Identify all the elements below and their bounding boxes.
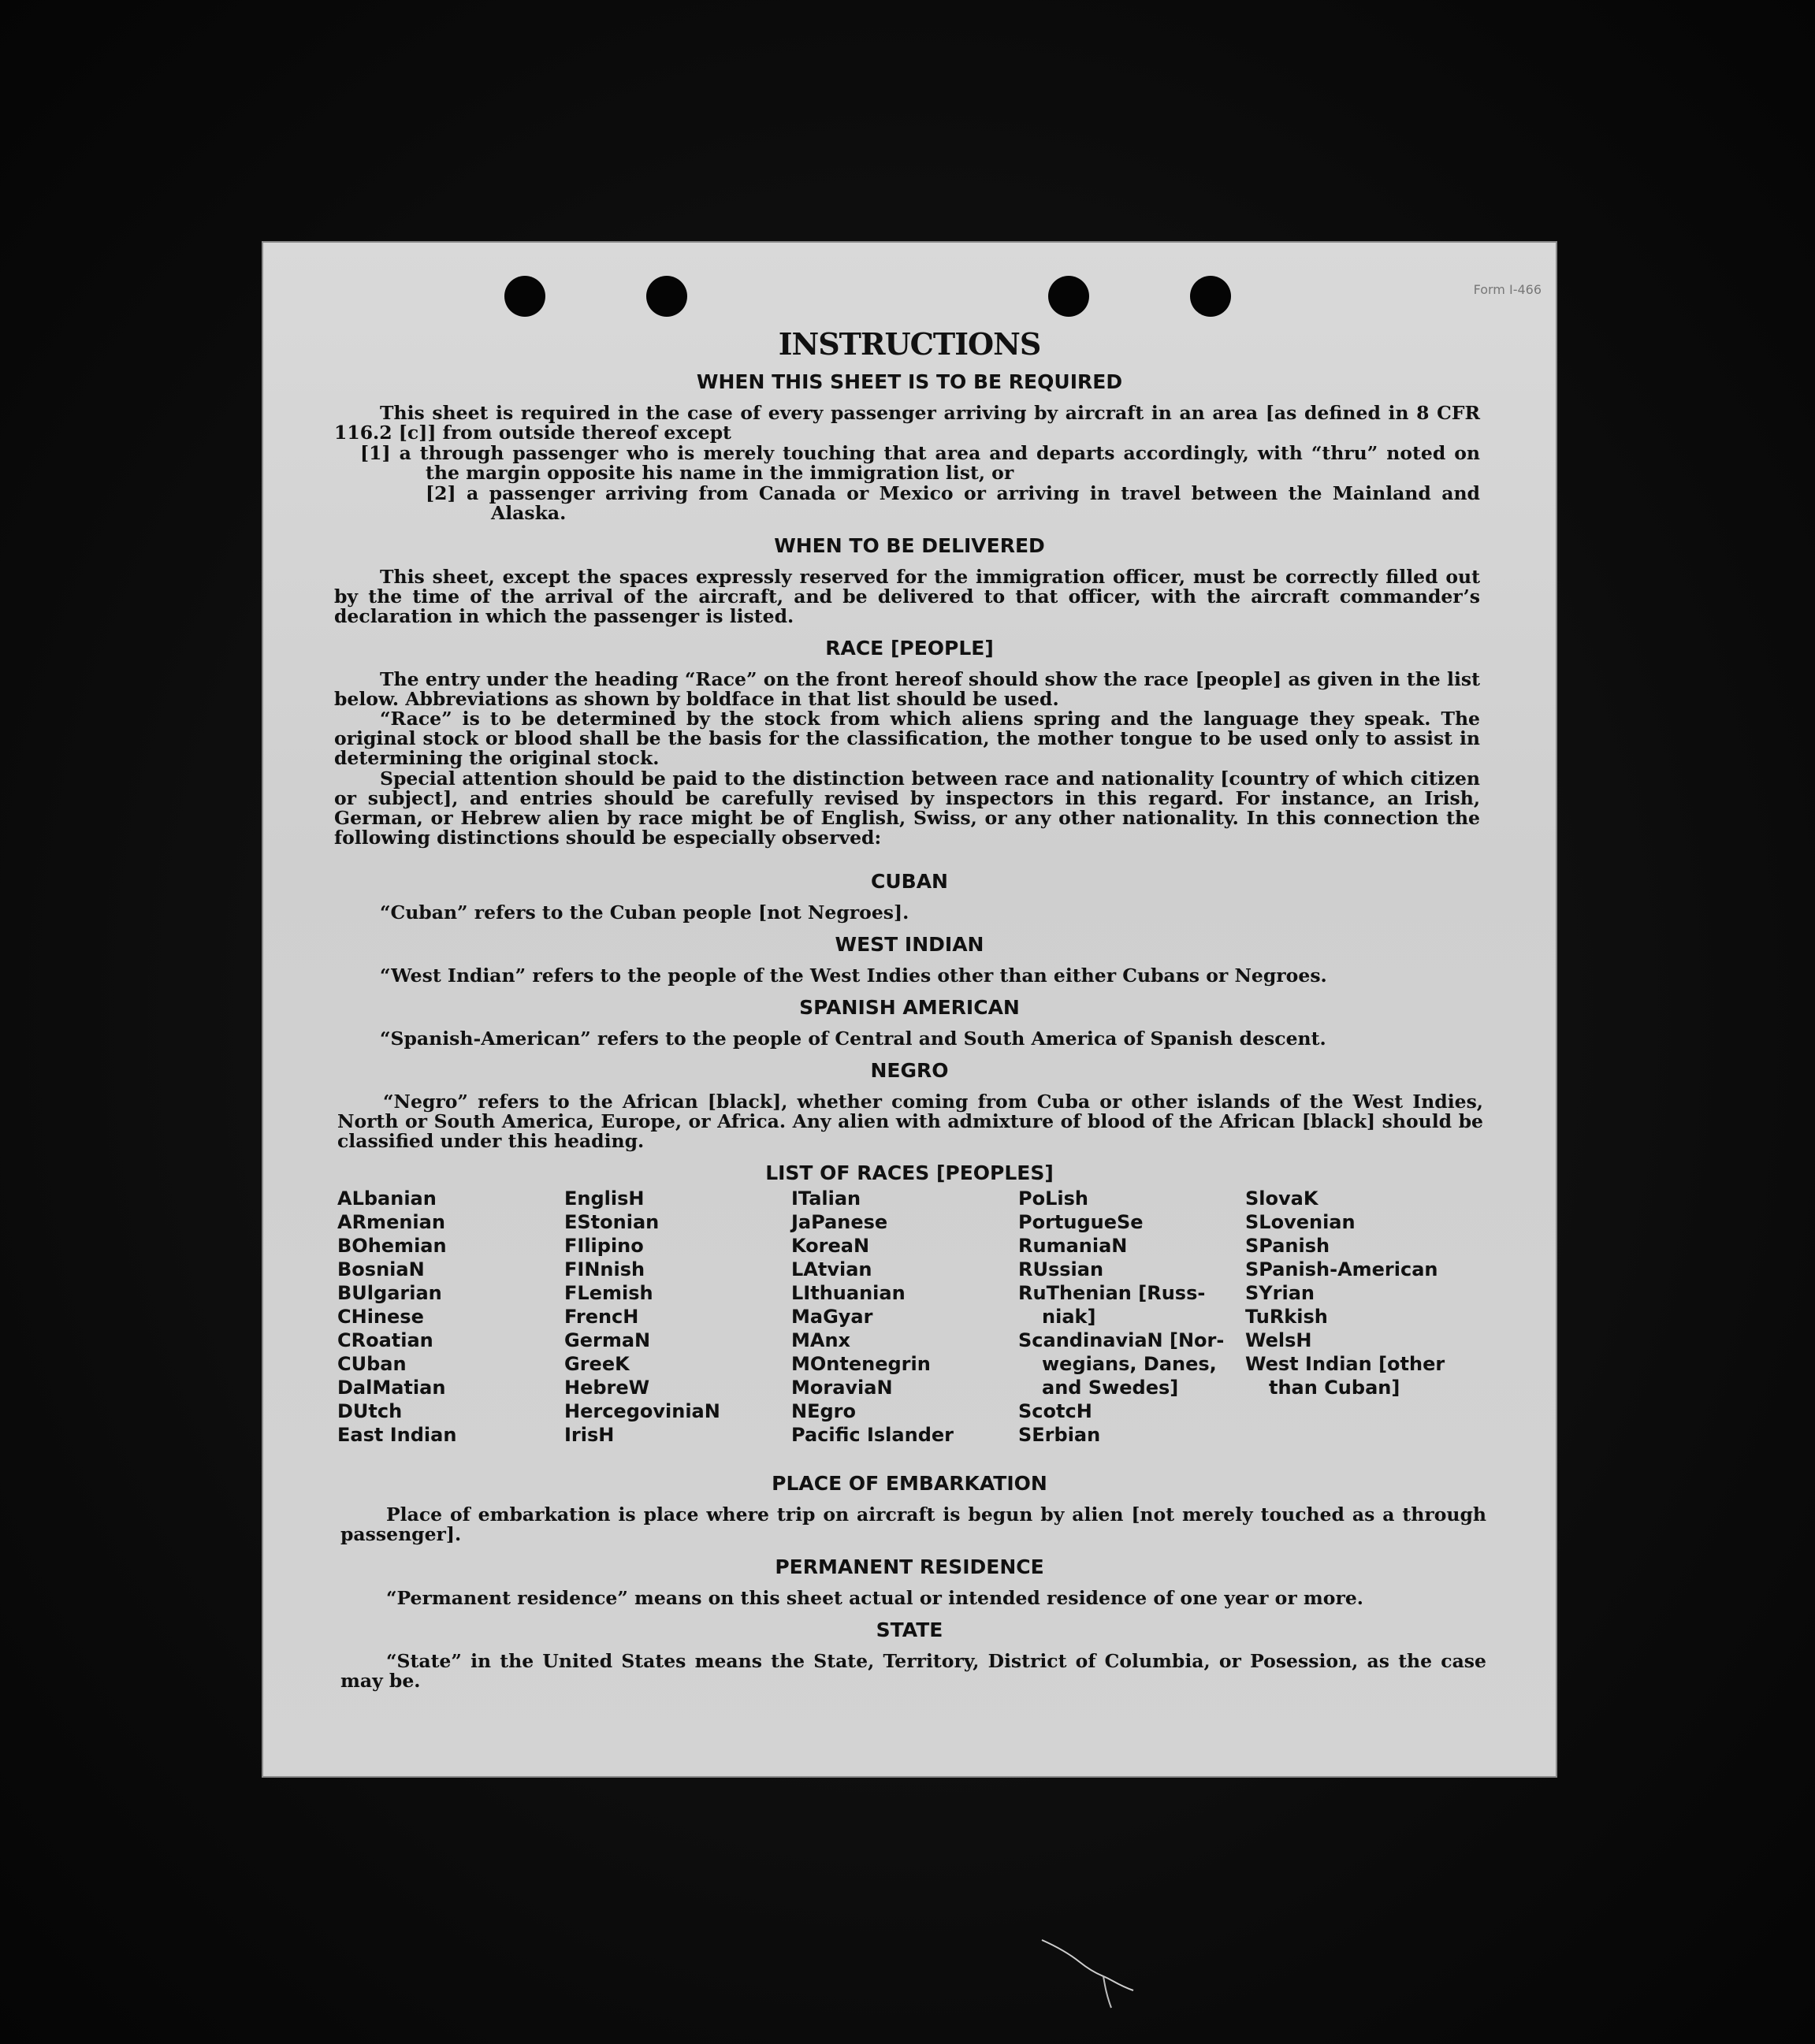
race-item: FLemish <box>564 1282 653 1304</box>
race-column <box>564 1187 801 1447</box>
paragraph: This sheet, except the spaces expressly reserved for the immigration officer, must be correctly filled out by the time of the arrival of the aircraft, and be delivered to that officer, with the aircraft commander’s declaration in which the passenger is listed. <box>334 566 1480 627</box>
race-item: EStonian <box>564 1211 660 1233</box>
race-item: NEgro <box>791 1400 856 1422</box>
punch-hole <box>646 276 687 317</box>
section-heading: PERMANENT RESIDENCE <box>775 1555 1044 1578</box>
section-heading: WHEN TO BE DELIVERED <box>774 534 1045 557</box>
race-item: RUssian <box>1018 1258 1104 1280</box>
section-heading: STATE <box>876 1618 943 1641</box>
race-item: PoLish <box>1018 1187 1088 1210</box>
paragraph: “Negro” refers to the African [black], whether coming from Cuba or other islands of the West Indies, North or South America, Europe, or Africa. Any alien with admixture of blood of the African [black] should be classified under this heading. <box>337 1091 1483 1152</box>
race-item: CRoatian <box>337 1329 433 1351</box>
race-item: MoraviaN <box>791 1377 893 1399</box>
race-item: SPanish <box>1245 1235 1330 1257</box>
punch-hole <box>504 276 545 317</box>
race-item: CUban <box>337 1353 407 1375</box>
punch-hole <box>1190 276 1231 317</box>
section-heading: LIST OF RACES [PEOPLES] <box>765 1161 1054 1184</box>
race-item: RumaniaN <box>1018 1235 1128 1257</box>
paragraph: “Permanent residence” means on this sheet actual or intended residence of one year or more. <box>386 1587 1363 1609</box>
race-column <box>337 1187 574 1447</box>
race-item: IrisH <box>564 1424 615 1446</box>
paragraph: “West Indian” refers to the people of the West Indies other than either Cubans or Negroes. <box>380 964 1327 987</box>
race-item: ARmenian <box>337 1211 445 1233</box>
race-item: LIthuanian <box>791 1282 906 1304</box>
paragraph: Special attention should be paid to the distinction between race and nationality [country of which citizen or subject], and entries should be carefully revised by inspectors in this regard. For instance, an Irish, German, or Hebrew alien by race might be of English, Swiss, or any other nationality. In this connection the following distinctions should be especially observed: <box>334 767 1480 849</box>
race-column <box>791 1187 1028 1447</box>
paragraph: “State” in the United States means the State, Territory, District of Columbia, or Posession, as the case may be. <box>340 1650 1486 1692</box>
race-item: EnglisH <box>564 1187 645 1210</box>
paragraph: “Cuban” refers to the Cuban people [not Negroes]. <box>380 901 909 924</box>
paragraph: Place of embarkation is place where trip on aircraft is begun by alien [not merely touched as a through passenger]. <box>340 1503 1486 1545</box>
punch-hole <box>1048 276 1089 317</box>
race-item: LAtvian <box>791 1258 872 1280</box>
race-item: ScotcH <box>1018 1400 1092 1422</box>
section-heading: PLACE OF EMBARKATION <box>772 1472 1047 1495</box>
race-item: SlovaK <box>1245 1187 1318 1210</box>
race-item: West Indian [other <box>1245 1353 1445 1375</box>
section-heading: WEST INDIAN <box>835 933 984 956</box>
race-item: PortugueSe <box>1018 1211 1144 1233</box>
paragraph: [1] a through passenger who is merely touching that area and departs accordingly, with “thru” noted on the margin opposite his name in the immigration list, or <box>360 442 1480 484</box>
race-item: ScandinaviaN [Nor- <box>1018 1329 1225 1351</box>
race-item: GreeK <box>564 1353 630 1375</box>
section-heading: RACE [PEOPLE] <box>825 637 994 660</box>
race-item: RuThenian [Russ- <box>1018 1282 1206 1304</box>
section-heading: SPANISH AMERICAN <box>799 996 1020 1019</box>
race-item: TuRkish <box>1245 1306 1328 1328</box>
race-item: KoreaN <box>791 1235 870 1257</box>
race-item: HebreW <box>564 1377 650 1399</box>
race-item: than Cuban] <box>1269 1377 1400 1399</box>
document-page <box>262 241 1557 1778</box>
race-item: DalMatian <box>337 1377 446 1399</box>
race-item: ITalian <box>791 1187 861 1210</box>
race-item: MaGyar <box>791 1306 873 1328</box>
race-item: FrencH <box>564 1306 639 1328</box>
race-item: DUtch <box>337 1400 403 1422</box>
race-item: wegians, Danes, <box>1042 1353 1217 1375</box>
race-item: FIlipino <box>564 1235 644 1257</box>
race-item: MOntenegrin <box>791 1353 931 1375</box>
section-heading: CUBAN <box>871 870 948 893</box>
race-item: MAnx <box>791 1329 851 1351</box>
race-item: HercegoviniaN <box>564 1400 720 1422</box>
race-item: GermaN <box>564 1329 651 1351</box>
section-heading: NEGRO <box>870 1059 949 1082</box>
race-column <box>1018 1187 1255 1447</box>
race-item: SPanish-American <box>1245 1258 1438 1280</box>
paragraph: “Spanish-American” refers to the people of Central and South America of Spanish descent. <box>380 1028 1326 1050</box>
race-item: SLovenian <box>1245 1211 1356 1233</box>
race-item: ALbanian <box>337 1187 437 1210</box>
race-item: and Swedes] <box>1042 1377 1179 1399</box>
form-number: Form I-466 <box>1473 282 1542 297</box>
race-item: BOhemian <box>337 1235 447 1257</box>
race-item: SYrian <box>1245 1282 1315 1304</box>
race-item: FINnish <box>564 1258 645 1280</box>
race-item: Pacific Islander <box>791 1424 954 1446</box>
paragraph: [2] a passenger arriving from Canada or Mexico or arriving in travel between the Mainland and Alaska. <box>426 482 1480 524</box>
page-title: INSTRUCTIONS <box>778 326 1041 362</box>
section-heading: WHEN THIS SHEET IS TO BE REQUIRED <box>696 370 1123 393</box>
race-item: BUlgarian <box>337 1282 442 1304</box>
race-item: WelsH <box>1245 1329 1312 1351</box>
paragraph: “Race” is to be determined by the stock from which aliens spring and the language they speak. The original stock or blood shall be the basis for the classification, the mother tongue to be used only to assist in determining the original stock. <box>334 708 1480 769</box>
race-item: BosniaN <box>337 1258 425 1280</box>
race-column <box>1245 1187 1482 1399</box>
paragraph: This sheet is required in the case of every passenger arriving by aircraft in an area [as defined in 8 CFR 116.2 [c]] from outside thereof except <box>334 402 1480 444</box>
race-item: CHinese <box>337 1306 424 1328</box>
scan-artifact-icon <box>1040 1938 1135 2009</box>
race-item: JaPanese <box>791 1211 888 1233</box>
race-item: East Indian <box>337 1424 457 1446</box>
race-item: SErbian <box>1018 1424 1101 1446</box>
paragraph: The entry under the heading “Race” on the front hereof should show the race [people] as given in the list below. Abbreviations as shown by boldface in that list should be used. <box>334 668 1480 710</box>
race-item: niak] <box>1042 1306 1096 1328</box>
